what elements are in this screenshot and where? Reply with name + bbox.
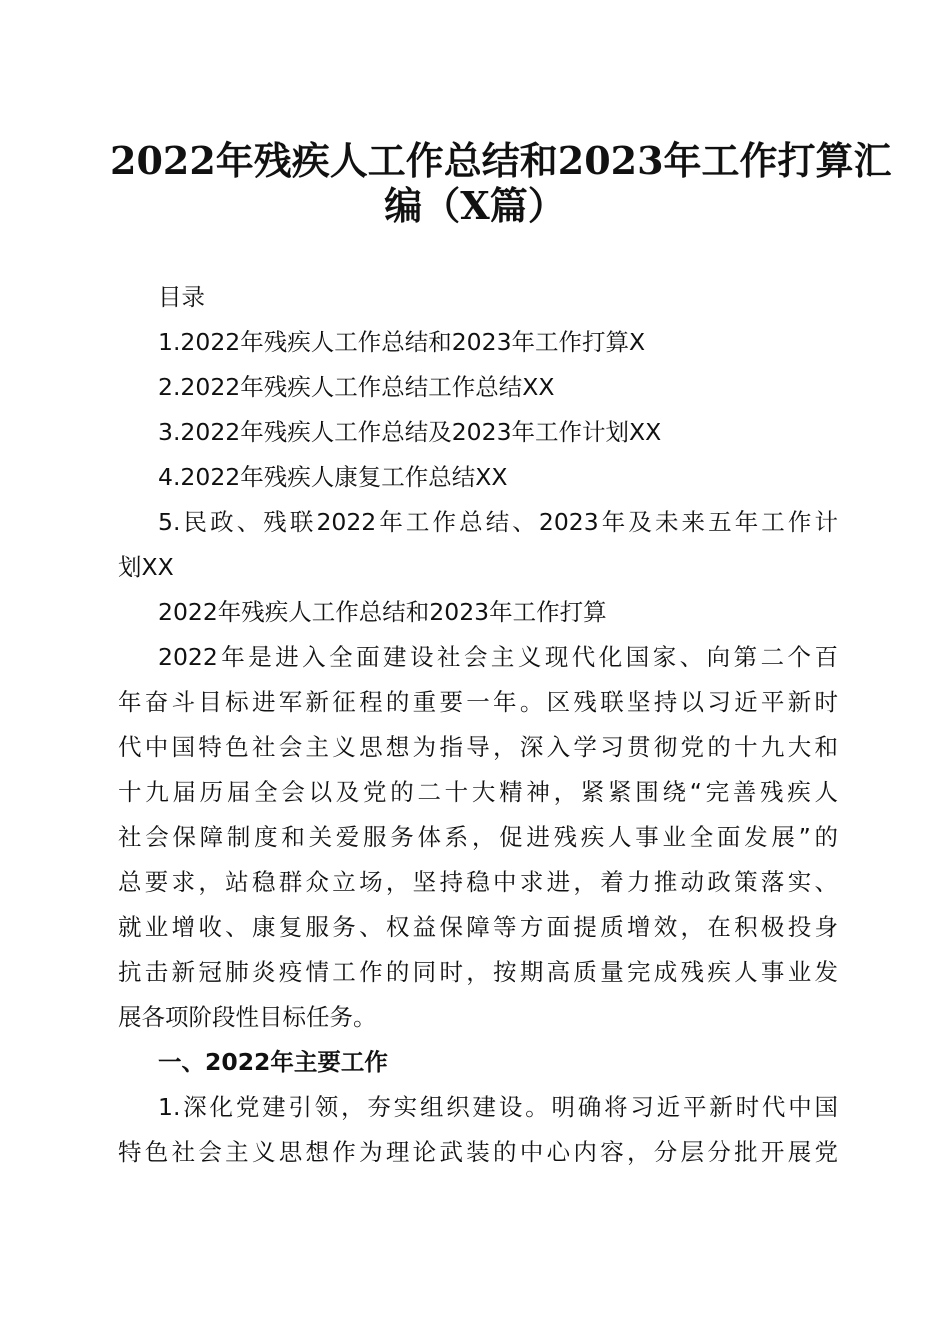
document-title-line-1: 2022年残疾人工作总结和2023年工作打算汇 <box>110 138 892 183</box>
toc-item-1: 1.2022年残疾人工作总结和2023年工作打算X <box>158 328 646 356</box>
toc-item-3: 3.2022年残疾人工作总结及2023年工作计划XX <box>158 418 662 446</box>
document-title-line-2: 编（X篇） <box>384 183 566 228</box>
intro-line-2: 年奋斗目标进军新征程的重要一年。区残联坚持以习近平新时 <box>118 688 838 716</box>
intro-line-1: 2022年是进入全面建设社会主义现代化国家、向第二个百 <box>158 643 838 671</box>
intro-line-4: 十九届历届全会以及党的二十大精神，紧紧围绕“完善残疾人 <box>118 778 838 806</box>
para1-line-1: 1.深化党建引领，夯实组织建设。明确将习近平新时代中国 <box>158 1093 838 1121</box>
intro-line-9: 展各项阶段性目标任务。 <box>118 1003 377 1031</box>
section-title: 2022年残疾人工作总结和2023年工作打算 <box>158 598 607 626</box>
toc-item-4: 4.2022年残疾人康复工作总结XX <box>158 463 508 491</box>
heading-main-work: 一、2022年主要工作 <box>158 1048 388 1076</box>
para1-line-2: 特色社会主义思想作为理论武装的中心内容，分层分批开展党 <box>118 1138 838 1166</box>
intro-line-6: 总要求，站稳群众立场，坚持稳中求进，着力推动政策落实、 <box>118 868 838 896</box>
toc-item-2: 2.2022年残疾人工作总结工作总结XX <box>158 373 555 401</box>
toc-label: 目录 <box>158 283 205 311</box>
intro-line-5: 社会保障制度和关爱服务体系，促进残疾人事业全面发展”的 <box>118 823 838 851</box>
intro-line-7: 就业增收、康复服务、权益保障等方面提质增效，在积极投身 <box>118 913 838 941</box>
intro-line-3: 代中国特色社会主义思想为指导，深入学习贯彻党的十九大和 <box>118 733 838 761</box>
intro-line-8: 抗击新冠肺炎疫情工作的同时，按期高质量完成残疾人事业发 <box>118 958 838 986</box>
toc-item-5-continued: 划XX <box>118 553 174 581</box>
toc-item-5: 5.民政、残联2022年工作总结、2023年及未来五年工作计 <box>158 508 838 536</box>
